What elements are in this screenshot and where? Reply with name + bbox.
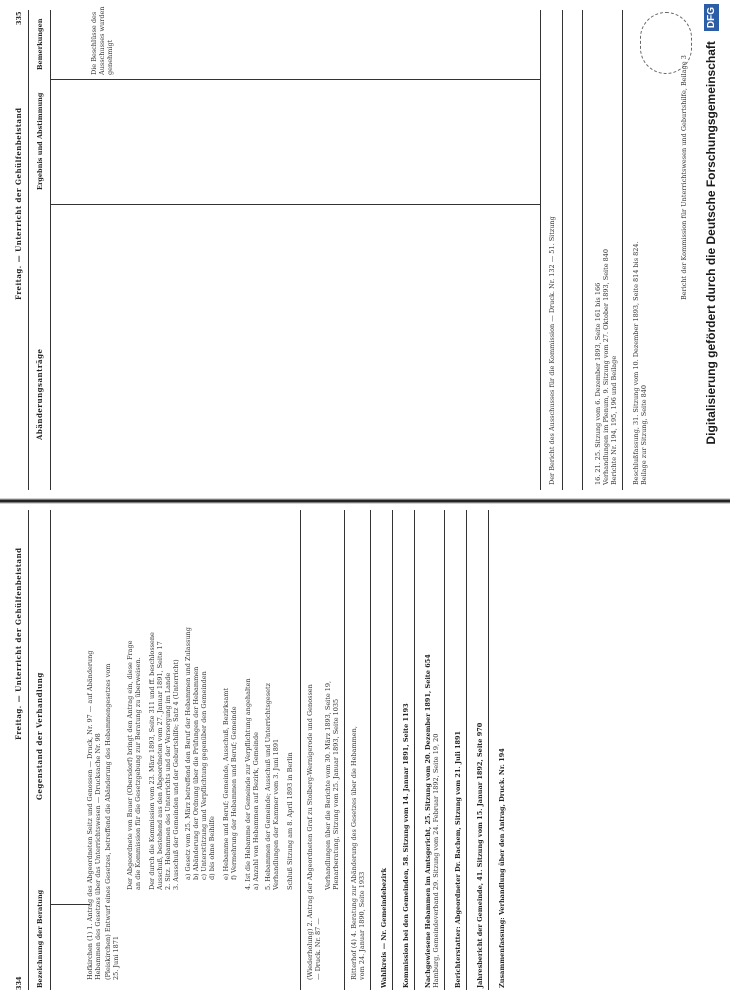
right-col-divider xyxy=(50,79,540,80)
left-line: Nachgewiesene Hebammen im Amtsgericht, 25. Sitzung vom 20. Dezember 1891, Seite 654 xyxy=(424,654,432,988)
left-line: c) Unterstützung und Verpflichtung gegenüber den Gemeinden xyxy=(200,671,208,880)
right-note: Die Beschlüsse des xyxy=(90,11,98,75)
left-line: e) Hebamme und Beruf; Gemeinde, Ausschuß, Bezirksamt xyxy=(222,687,230,880)
left-section-rule xyxy=(466,510,467,990)
left-line: Hamburg, Gemeindeverband 29. Sitzung vom 24. Februar 1892, Seite 19, 20 xyxy=(432,733,440,988)
left-line: Der Abgeordnete von Bauer (Obersdorf) bringt den Antrag ein, diese Frage xyxy=(126,640,134,890)
right-section-rule xyxy=(582,10,583,490)
left-line: (Pleiskirchen) Entwurf eines Gesetzes, betreffend die Abänderung des Hebammengesetzes vom xyxy=(104,663,112,980)
left-section-rule xyxy=(370,510,371,990)
left-line: vom 24. Januar 1890, Seite 1933 xyxy=(358,871,366,980)
left-running-head: Freitag. — Unterricht der Gehülfenbeistand xyxy=(14,547,23,740)
left-line: Wahlkreis — Nr. Gemeindebezirk xyxy=(380,868,388,988)
right-running-head: Freitag. — Unterricht der Gehülfenbeistand xyxy=(14,107,23,300)
right-col-header-1: Abänderungsanträge xyxy=(35,348,44,440)
left-section-rule xyxy=(344,510,345,990)
left-line: Der durch die Kommission vom 23. März 1893, Seite 311 und ff. beschlossene xyxy=(148,632,156,890)
right-footnote: Bericht der Kommission für Unterrichtswesen und Geburtshilfe, Beilage 3 xyxy=(680,55,688,300)
left-line: Berichterstatter: Abgeordneter Dr. Bachem, Sitzung vom 21. Juli 1891 xyxy=(454,730,462,988)
left-line: Plenarberatung, Sitzung vom 25. Januar 1893, Seite 1035 xyxy=(332,698,340,890)
right-summary-top: Der Bericht des Ausschusses für die Kommission — Druck. Nr. 132 — 51. Sitzung xyxy=(548,216,556,485)
left-line: b) Abänderung der Ordnung über die Prüfungen der Hebammen xyxy=(192,666,200,880)
left-header-rule xyxy=(28,510,29,990)
right-note: Ausschusses wurden xyxy=(98,6,106,75)
left-line: 3. Ausschuß der Gemeinden und der Geburtshilfe; Satz 4 (Unterricht) xyxy=(172,659,180,890)
left-line: a) Anzahl von Hebammen auf Bezirk, Gemeinde xyxy=(252,732,260,890)
right-col-rule xyxy=(50,10,51,490)
right-summary-line: Berichte Nr. 194, 195, 196 und Beilage xyxy=(610,355,618,485)
right-note: genehmigt xyxy=(106,39,114,75)
right-section-rule xyxy=(622,10,623,490)
left-line: Jahresbericht der Gemeinde, 41. Sitzung vom 15. Januar 1892, Seite 970 xyxy=(476,722,484,988)
right-section-rule xyxy=(562,10,563,490)
left-section-rule xyxy=(444,510,445,990)
left-section-rule xyxy=(300,510,301,990)
left-line: Zusammenfassung: Verhandlung über den Antrag, Druck. Nr. 194 xyxy=(498,748,506,988)
dfg-sidebar xyxy=(698,4,724,996)
page-fold-shadow xyxy=(0,498,730,504)
left-line: Ritterhof (4) 4. Beratung zur Abänderung des Gesetzes über die Hebammen, xyxy=(350,726,358,980)
left-section-rule xyxy=(392,510,393,990)
left-col-rule xyxy=(50,510,51,990)
left-line: 4. Ist die Hebamme der Gemeinde zur Verpflichtung angehalten xyxy=(244,678,252,890)
left-line: Hofkirchen (1) 1. Antrag des Abgeordneten Seitz und Genossen — Druck, Nr. 97 — auf Abänderung xyxy=(86,650,94,980)
right-col-header-2: Ergebnis und Abstimmung xyxy=(36,92,44,190)
left-col-header-1: Bezeichnung der Beratung xyxy=(36,889,44,988)
left-col-header-2: Gegenstand der Verhandlung xyxy=(35,672,44,800)
right-summary-line: 16. 21. 25. Sitzung vom 6. Dezember 1893, Seite 161 bis 166 xyxy=(594,282,602,485)
left-line: 25. Juni 1871 xyxy=(112,935,120,980)
left-col-divider xyxy=(50,904,90,905)
left-line: (Wiederholung) 2. Antrag der Abgeordneten Graf zu Stolberg-Wernigerode und Genossen xyxy=(306,684,314,980)
left-line: f) Vermehrung der Hebammen und Beruf; Gemeinde xyxy=(230,706,238,880)
left-line: Verhandlungen der Kammer vom 3. Juni 1891 xyxy=(272,738,280,890)
left-line: 5. Hebammen der Gemeinde; Ausschuß und Unterrichtsgesetz xyxy=(264,683,272,890)
left-section-rule xyxy=(414,510,415,990)
right-page-number: 335 xyxy=(15,11,23,25)
right-summary-line: Verhandlungen im Plenum, 9. Sitzung vom 27. Oktober 1893, Seite 840 xyxy=(602,248,610,485)
left-line: Verhandlungen über die Berichte vom 30. März 1893, Seite 19, xyxy=(324,680,332,890)
left-line: a) Gesetz vom 25. März betreffend den Beruf der Hebammen und Zulassung xyxy=(184,627,192,880)
dfg-logo: DFG xyxy=(704,4,719,31)
right-col-divider xyxy=(50,204,540,205)
left-line: Schluß Sitzung am 8. April 1893 in Berlin xyxy=(286,752,294,890)
left-line: 2. Sitz. Hebammen des Unterrichts und der Versorgung im Lande xyxy=(164,672,172,890)
left-line: an die Kommission für die Gesetzgebung zur Beratung zu überweisen. xyxy=(134,657,142,890)
library-stamp xyxy=(640,12,692,74)
dfg-funding-text: Digitalisierung gefördert durch die Deutsche Forschungsgemeinschaft xyxy=(704,41,718,445)
left-line: Hebammen des Gesetzes über das Unterrichtswesen — Drucksache Nr. 98 xyxy=(94,733,102,980)
left-line: d) bis ohne Beihilfe xyxy=(208,816,216,880)
left-line: — Druck. Nr. 87 — xyxy=(314,918,322,980)
left-page-number: 334 xyxy=(15,976,23,990)
left-section-rule xyxy=(488,510,489,990)
right-header-rule xyxy=(28,10,29,490)
right-section-rule xyxy=(540,10,541,490)
left-line: Ausschuß, bestehend aus den Abgeordneten vom 27. Januar 1891, Seite 17 xyxy=(156,641,164,890)
left-line: Kommission bei den Gemeinden, 58. Sitzung vom 14. Januar 1891, Seite 1193 xyxy=(402,703,410,988)
right-summary-line: Beilage zur Sitzung, Seite 840 xyxy=(640,384,648,485)
right-col-header-3: Bemerkungen xyxy=(36,18,44,70)
right-summary-line: Beschlußfassung, 31. Sitzung vom 10. Dezember 1893, Seite 814 bis 824. xyxy=(632,241,640,485)
